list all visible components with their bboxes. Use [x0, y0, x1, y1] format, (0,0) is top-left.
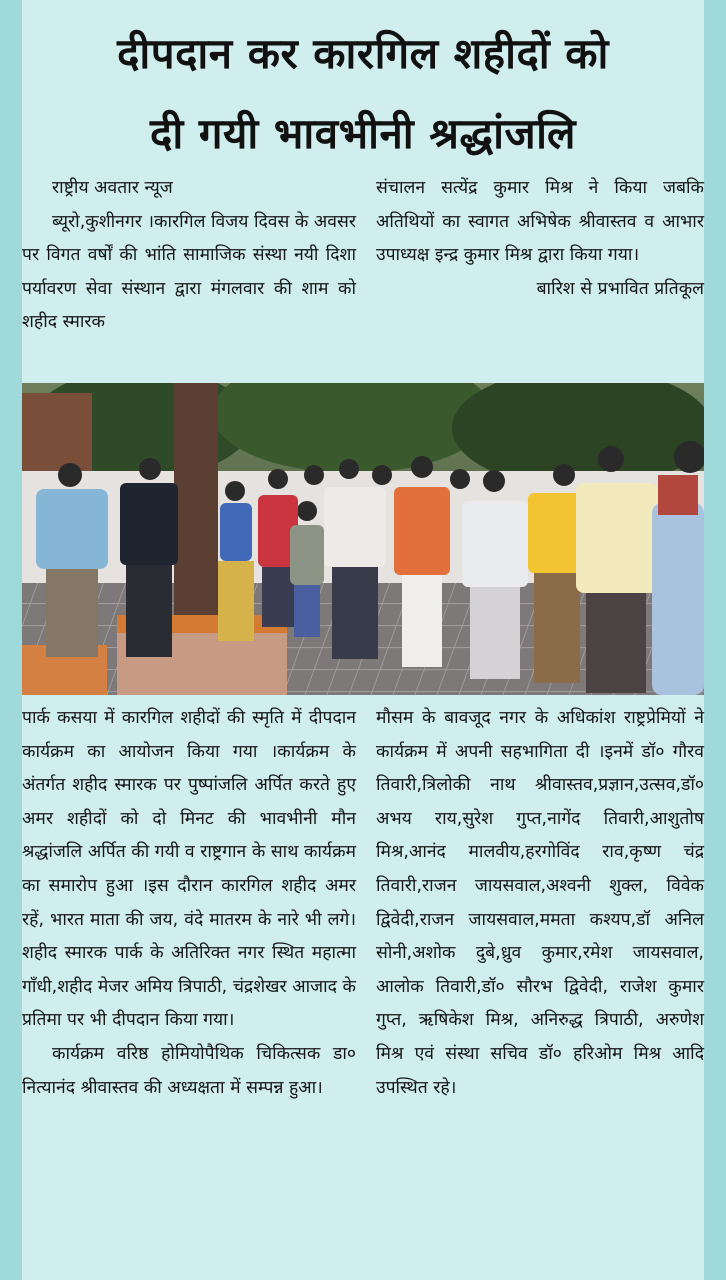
article-column-right-top	[376, 172, 704, 306]
article-column-left-bottom	[22, 702, 356, 1105]
event-photo	[22, 383, 704, 695]
headline	[22, 14, 704, 174]
article-column-right-bottom	[376, 702, 704, 1105]
clipped-next-line	[60, 1268, 700, 1280]
article-paragraph: मौसम के बावजूद नगर के अधिकांश राष्ट्रप्रेमियों ने कार्यक्रम में अपनी सहभागिता दी ।इनमें डॉ० गौरव तिवारी,त्रिलोकी नाथ श्रीवास्तव,प्रज्ञान,उत्सव,डॉ० अभय राय,सुरेश गुप्त,नागेंद तिवारी,आशुतोष मिश्र,आनंद मालवीय,हरगोविंद राव,कृष्ण चंद्र तिवारी,राजन जायसवाल,अश्वनी शुक्ल, विवेक द्विवेदी,राजन जायसवाल,ममता कश्यप,डॉ अनिल सोनी,अशोक दुबे,ध्रुव कुमार,रमेश जायसवाल, आलोक तिवारी,डॉ० सौरभ द्विवेदी, राजेश कुमार गुप्त, ऋषिकेश मिश्र, अनिरुद्ध त्रिपाठी, अरुणेश मिश्र एवं संस्था सचिव डॉ० हरिओम मिश्र आदि उपस्थित रहे।	[376, 708, 704, 1098]
article-paragraph: कार्यक्रम वरिष्ठ होमियोपैथिक चिकित्सक डा० नित्यानंद श्रीवास्तव की अध्यक्षता में सम्पन्न हुआ।	[22, 1043, 356, 1098]
article-paragraph: ब्यूरो,कुशीनगर ।कारगिल विजय दिवस के अवसर पर विगत वर्षों की भांति सामाजिक संस्था नयी दिशा पर्यावरण सेवा संस्थान द्वारा मंगलवार की शाम को शहीद स्मारक	[22, 211, 356, 333]
event-photo-illustration	[22, 383, 704, 695]
article-column-left-top	[22, 172, 356, 340]
article-paragraph: संचालन सत्येंद्र कुमार मिश्र ने किया जबकि अतिथियों का स्वागत अभिषेक श्रीवास्तव व आभार उपाध्यक्ष इन्द्र कुमार मिश्र द्वारा किया गया।	[376, 178, 704, 266]
article-paragraph: पार्क कसया में कारगिल शहीदों की स्मृति में दीपदान कार्यक्रम का आयोजन किया गया ।कार्यक्रम के अंतर्गत शहीद स्मारक पर पुष्पांजलि अर्पित करते हुए अमर शहीदों को दो मिनट की भावभीनी मौन श्रद्धांजलि अर्पित की गयी व राष्ट्रगान के साथ कार्यक्रम का समारोप हुआ ।इस दौरान कारगिल शहीद अमर रहें, भारत माता की जय, वंदे मातरम के नारे भी लगे। शहीद स्मारक पार्क के अतिरिक्त नगर स्थित महात्मा गाँधी,शहीद मेजर अमिय त्रिपाठी, चंद्रशेखर आजाद के प्रतिमा पर भी दीपदान किया गया।	[22, 708, 356, 1031]
article-paragraph: बारिश से प्रभावित प्रतिकूल	[536, 278, 704, 299]
byline: राष्ट्रीय अवतार न्यूज	[52, 178, 173, 198]
headline-line-2: दी गयी भावभीनी श्रद्धांजलि	[150, 109, 576, 158]
headline-line-1: दीपदान कर कारगिल शहीदों को	[117, 29, 609, 78]
